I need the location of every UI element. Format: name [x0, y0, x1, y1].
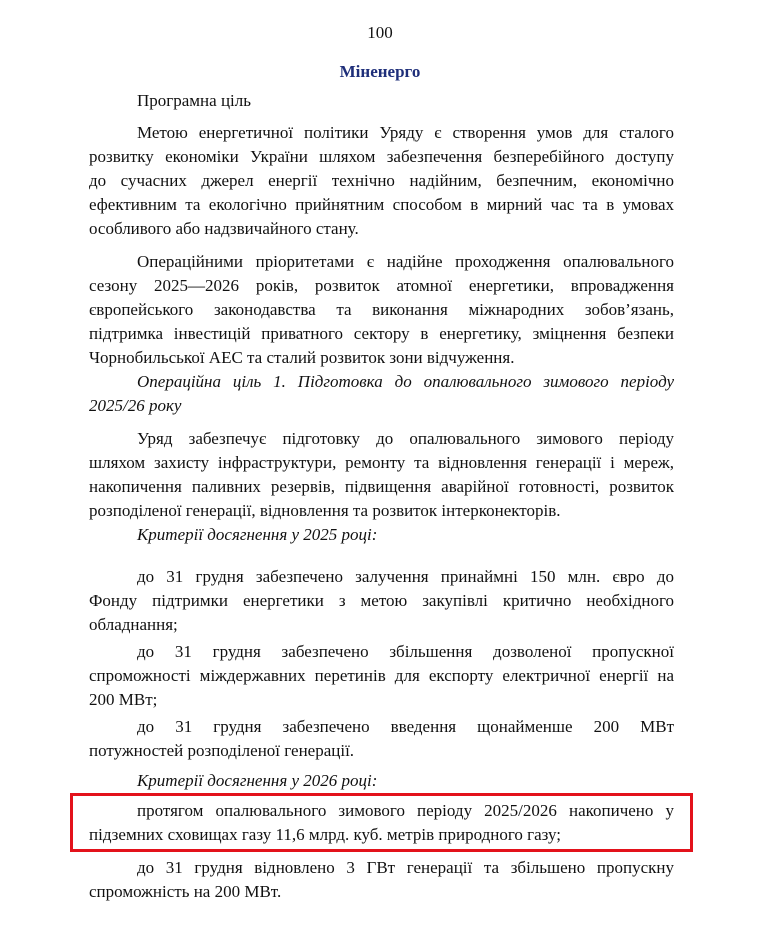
page-number: 100: [367, 23, 393, 42]
goal-line: особливого або надзвичайного стану.: [89, 219, 359, 238]
criterion-2025-2: до 31 грудня забезпечено збільшення дозволеної пропускної: [137, 642, 674, 661]
government-line: розподіленої генерації, відновлення та розвиток інтерконекторів.: [89, 501, 561, 520]
operational-goal-title: Операційна ціль 1. Підготовка до опалювального зимового періоду: [137, 372, 674, 391]
priorities-line: Операційними пріоритетами є надійне проходження опалювального: [137, 252, 674, 271]
goal-line: розвитку економіки України шляхом забезпечення безперебійного доступу: [89, 147, 674, 166]
priorities-line: підтримка інвестицій приватного сектору в енергетику, зміцнення безпеки: [89, 324, 674, 343]
criterion-2025-3: потужностей розподіленої генерації.: [89, 741, 355, 760]
goal-line: Метою енергетичної політики Уряду є створення умов для сталого: [137, 123, 674, 142]
government-line: накопичення паливних резервів, підвищення аварійної готовності, розвиток: [89, 477, 674, 496]
criterion-2026-2: до 31 грудня відновлено 3 ГВт генерації та збільшено пропускну: [137, 858, 674, 877]
criterion-2026-1: підземних сховищах газу 11,6 млрд. куб. метрів природного газу;: [89, 825, 561, 844]
criteria-2025-heading: Критерії досягнення у 2025 році:: [137, 525, 378, 544]
criterion-2026-1: протягом опалювального зимового періоду 2025/2026 накопичено у: [137, 801, 674, 820]
criteria-2026-heading: Критерії досягнення у 2026 році:: [137, 771, 378, 790]
criterion-2025-2: спроможності міждержавних перетинів для експорту електричної енергії на: [89, 666, 674, 685]
goal-line: ефективним та екологічно прийнятним способом в мирний час та в умовах: [89, 195, 674, 214]
government-line: Уряд забезпечує підготовку до опалювального зимового періоду: [137, 429, 674, 448]
program-goal-heading: Програмна ціль: [137, 91, 252, 110]
ministry-title: Міненерго: [339, 62, 421, 81]
criterion-2026-2: спроможність на 200 МВт.: [89, 882, 282, 901]
priorities-line: Чорнобильської АЕС та сталий розвиток зони відчуження.: [89, 348, 515, 367]
criterion-2025-2: 200 МВт;: [89, 690, 158, 709]
priorities-line: європейського законодавства та виконання міжнародних зобов’язань,: [89, 300, 674, 319]
criterion-2025-1: до 31 грудня забезпечено залучення принаймні 150 млн. євро до: [137, 567, 674, 586]
criterion-2025-1: обладнання;: [89, 615, 178, 634]
criterion-2025-3: до 31 грудня забезпечено введення щонайменше 200 МВт: [137, 717, 674, 736]
goal-line: до сучасних джерел енергії технічно надійним, безпечним, економічно: [89, 171, 674, 190]
priorities-line: сезону 2025—2026 років, розвиток атомної енергетики, впровадження: [89, 276, 674, 295]
government-line: шляхом захисту інфраструктури, ремонту та відновлення генерації і мереж,: [89, 453, 674, 472]
criterion-2025-1: Фонду підтримки енергетики з метою закупівлі критично необхідного: [89, 591, 674, 610]
operational-goal-title: 2025/26 року: [89, 396, 182, 415]
